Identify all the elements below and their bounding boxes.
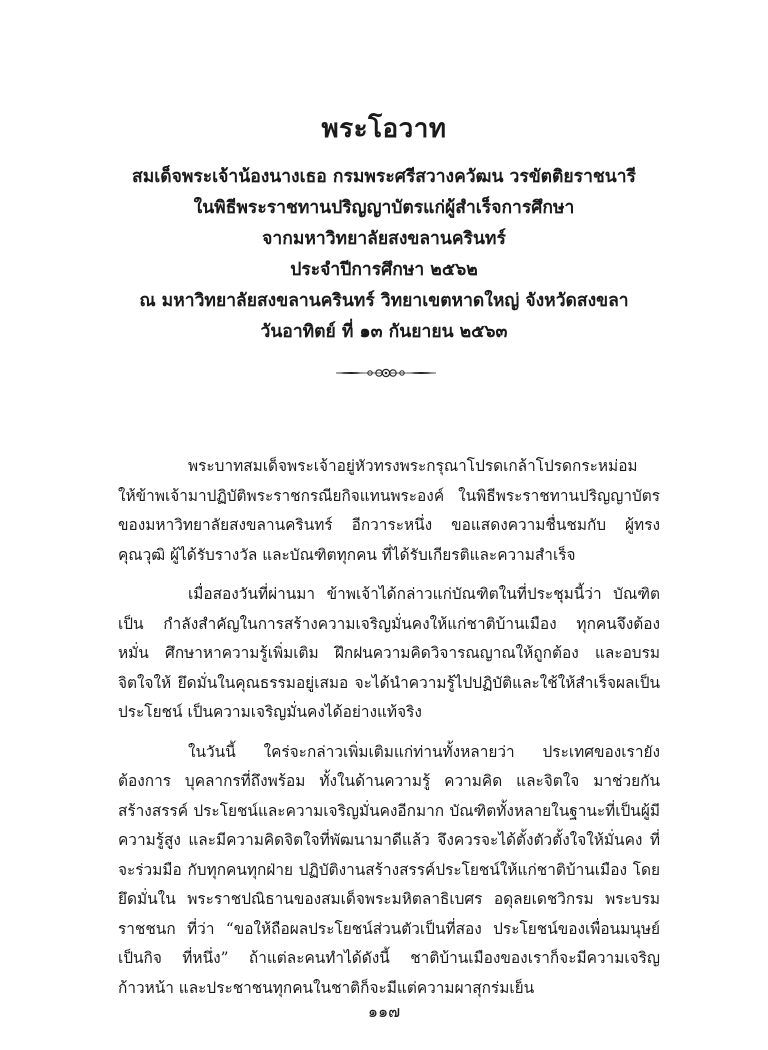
speech-header: [0, 162, 768, 348]
speech-paragraph: ในวันนี้ ใคร่จะกล่าวเพิ่มเติมแก่ท่านทั้งหลายว่า ประเทศของเรายังต้องการ บุคลากรที่ถึงพร้อม ทั้งในด้านความรู้ ความคิด และจิตใจ มาช่วยกันสร้างสรรค์ ประโยชน์และความเจริญมั่นคงอีกมาก บัณฑิตทั้งหลายในฐานะที่เป็นผู้มีความรู้สูง และมีความคิดจิตใจที่พัฒนามาดีแล้ว จึงควรจะได้ตั้งตัวตั้งใจให้มั่นคง ที่จะร่วมมือ กับทุกคนทุกฝ่าย ปฏิบัติงานสร้างสรรค์ประโยชน์ให้แก่ชาติบ้านเมือง โดยยึดมั่นใน พระราชปณิธานของสมเด็จพระมหิตลาธิเบศร อดุลยเดชวิกรม พระบรมราชชนก ที่ว่า “ขอให้ถือผลประโยชน์ส่วนตัวเป็นที่สอง ประโยชน์ของเพื่อนมนุษย์เป็นกิจ ที่หนึ่ง” ถ้าแต่ละคนทำได้ดังนี้ ชาติบ้านเมืองของเราก็จะมีความเจริญก้าวหน้า และประชาชนทุกคนในชาติก็จะมีแต่ความผาสุกร่มเย็น: [118, 742, 660, 997]
speech-body: [118, 452, 660, 1013]
header-line-ceremony: ในพิธีพระราชทานปริญญาบัตรแก่ผู้สำเร็จการศึกษา: [193, 198, 575, 218]
header-line-presenter: สมเด็จพระเจ้าน้องนางเธอ กรมพระศรีสวางควัฒน วรขัตติยราชนารี: [132, 167, 636, 187]
page-number: ๑๑๗: [367, 1002, 401, 1021]
header-line-location: ณ มหาวิทยาลัยสงขลานครินทร์ วิทยาเขตหาดใหญ่ จังหวัดสงขลา: [139, 291, 629, 311]
decorative-divider-icon: [334, 364, 438, 382]
speech-paragraph: เมื่อสองวันที่ผ่านมา ข้าพเจ้าได้กล่าวแก่บัณฑิตในที่ประชุมนี้ว่า บัณฑิตเป็น กำลังสำคัญในการสร้างความเจริญมั่นคงให้แก่ชาติบ้านเมือง ทุกคนจึงต้องหมั่น ศึกษาหาความรู้เพิ่มเติม ฝึกฝนความคิดวิจารณญาณให้ถูกต้อง และอบรมจิตใจให้ ยึดมั่นในคุณธรรมอยู่เสมอ จะได้นำความรู้ไปปฏิบัติและใช้ให้สำเร็จผลเป็นประโยชน์ เป็นความเจริญมั่นคงได้อย่างแท้จริง: [118, 585, 660, 721]
header-line-university: จากมหาวิทยาลัยสงขลานครินทร์: [262, 229, 506, 249]
header-line-academic-year: ประจำปีการศึกษา ๒๕๖๒: [290, 260, 478, 280]
header-line-date: วันอาทิตย์ ที่ ๑๓ กันยายน ๒๕๖๓: [260, 322, 508, 342]
speech-paragraph: พระบาทสมเด็จพระเจ้าอยู่หัวทรงพระกรุณาโปรดเกล้าโปรดกระหม่อม ให้ข้าพเจ้ามาปฏิบัติพระราชกรณียกิจแทนพระองค์ ในพิธีพระราชทานปริญญาบัตร ของมหาวิทยาลัยสงขลานครินทร์ อีกวาระหนึ่ง ขอแสดงความชื่นชมกับ ผู้ทรงคุณวุฒิ ผู้ได้รับรางวัล และบัณฑิตทุกคน ที่ได้รับเกียรติและความสำเร็จ: [118, 457, 660, 564]
page-title: พระโอวาท: [321, 114, 447, 144]
